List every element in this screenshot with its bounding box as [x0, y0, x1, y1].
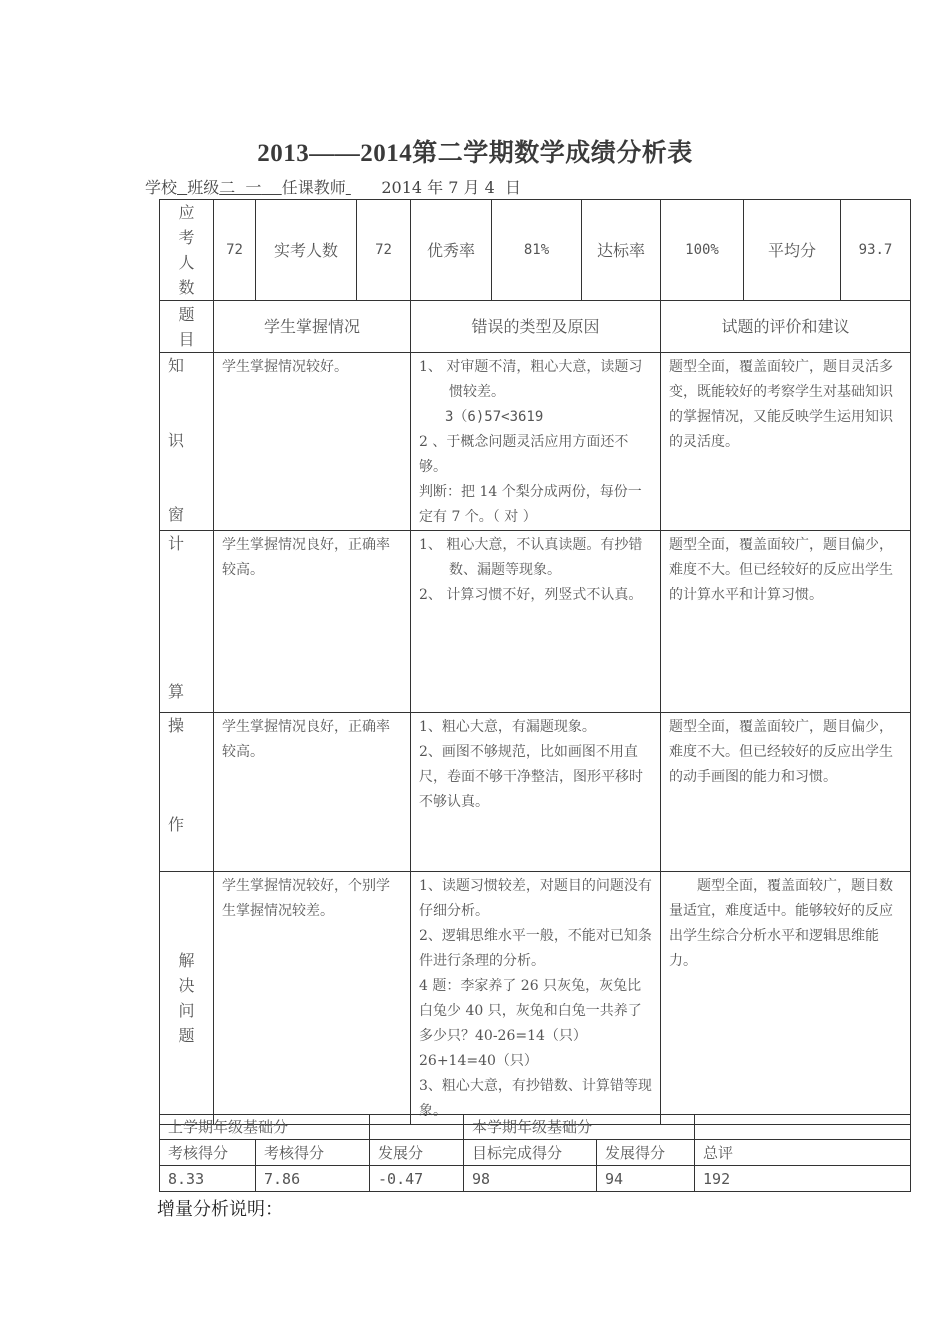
topic-cell-operation: [160, 713, 214, 872]
class-value: 二 一: [219, 178, 262, 197]
column-header-row: [160, 301, 911, 353]
evaluation-problem-solving: 题型全面，覆盖面较广，题目数量适宜，难度适中。能够较好的反应出学生综合分析水平和逻辑思维能力。: [661, 872, 911, 1125]
error-item: 2、画图不够规范，比如画图不用直尺，卷面不够干净整洁，图形平移时不够认真。: [419, 744, 643, 810]
school-label: 学校: [145, 178, 178, 197]
expected-value: 72: [214, 200, 256, 301]
topic-operation-1: 操: [168, 716, 185, 735]
base-header: 总评: [695, 1140, 911, 1166]
base-label-row: [160, 1115, 911, 1140]
topic-cell-knowledge: [160, 353, 214, 531]
error-item: 2、逻辑思维水平一般，不能对已知条件进行条理的分析。: [419, 928, 652, 969]
row-knowledge: [160, 353, 911, 531]
mastery-problem-solving: 学生掌握情况较好，个别学生掌握情况较差。: [214, 872, 411, 1125]
base-header: 考核得分: [256, 1140, 370, 1166]
base-value: 94: [597, 1166, 695, 1192]
avg-value: 93.7: [841, 200, 911, 301]
topic-header: 题目: [178, 304, 195, 349]
errors-calculation: [411, 531, 661, 713]
actual-label: 实考人数: [256, 200, 357, 301]
topic-calculation-1: 计: [168, 534, 185, 553]
base-score-table: [159, 1114, 911, 1192]
errors-operation: [411, 713, 661, 872]
error-item: 1、 粗心大意，不认真读题。有抄错数、漏题等现象。: [419, 537, 643, 578]
page-title: 2013——2014第二学期数学成绩分析表: [257, 140, 693, 167]
excellent-label: 优秀率: [411, 200, 492, 301]
excellent-value: 81%: [492, 200, 582, 301]
errors-header: 错误的类型及原因: [411, 301, 661, 353]
error-item: 判断：把 14 个梨分成两份，每份一定有 7 个。（ 对 ）: [419, 484, 642, 525]
topic-knowledge-1: 知: [168, 356, 185, 375]
base-value: 7.86: [256, 1166, 370, 1192]
incremental-analysis-label: 增量分析说明：: [157, 1199, 283, 1220]
error-item: 1、读题习惯较差，对题目的问题没有仔细分析。: [419, 878, 652, 919]
base-blank-cell: [695, 1115, 911, 1140]
topic-header-cell: [160, 301, 214, 353]
evaluation-knowledge: 题型全面，覆盖面较广，题目灵活多变，既能较好的考察学生对基础知识的掌握情况，又能反映学生运用知识的灵活度。: [661, 353, 911, 531]
base-blank-cell: [370, 1115, 464, 1140]
error-item: 2、 计算习惯不好，列竖式不认真。: [419, 587, 643, 603]
teacher-label: 任课教师: [281, 178, 346, 197]
pass-label: 达标率: [582, 200, 661, 301]
error-item: 2 、于概念问题灵活应用方面还不够。: [419, 434, 629, 475]
evaluation-calculation: 题型全面，覆盖面较广，题目偏少，难度不大。但已经较好的反应出学生的计算水平和计算习惯。: [661, 531, 911, 713]
class-underline: [261, 178, 281, 197]
pass-value: 100%: [661, 200, 744, 301]
base-header-row: [160, 1140, 911, 1166]
base-value: -0.47: [370, 1166, 464, 1192]
header-date: 2014 年 7 月 4 日: [381, 178, 521, 197]
summary-row: [160, 200, 911, 301]
expected-label-cell: [160, 200, 214, 301]
topic-cell-calculation: [160, 531, 214, 713]
this-term-label: 本学期年级基础分: [464, 1115, 695, 1140]
base-header: 发展分: [370, 1140, 464, 1166]
base-header: 考核得分: [160, 1140, 256, 1166]
header-line: [145, 175, 865, 198]
row-operation: [160, 713, 911, 872]
mastery-knowledge: 学生掌握情况较好。: [214, 353, 411, 531]
evaluation-operation: 题型全面，覆盖面较广，题目偏少，难度不大。但已经较好的反应出学生的动手画图的能力和习惯。: [661, 713, 911, 872]
topic-operation-2: 作: [168, 815, 185, 834]
topic-calculation-2: 算: [168, 682, 185, 701]
expected-label: 应考人数: [178, 203, 195, 297]
last-term-label: 上学期年级基础分: [160, 1115, 370, 1140]
base-header: 发展得分: [597, 1140, 695, 1166]
row-problem-solving: [160, 872, 911, 1125]
avg-label: 平均分: [744, 200, 841, 301]
base-value: 8.33: [160, 1166, 256, 1192]
evaluation-header: 试题的评价和建议: [661, 301, 911, 353]
topic-problem-solving: 解决问题: [178, 951, 195, 1045]
base-value: 192: [695, 1166, 911, 1192]
mastery-calculation: 学生掌握情况良好，正确率较高。: [214, 531, 411, 713]
topic-knowledge-2: 识: [168, 431, 185, 450]
error-item: 1、 对审题不清，粗心大意，读题习惯较差。: [419, 359, 643, 400]
error-item: 1、粗心大意，有漏题现象。: [419, 719, 596, 735]
actual-value: 72: [357, 200, 411, 301]
errors-knowledge: [411, 353, 661, 531]
mastery-header: 学生掌握情况: [214, 301, 411, 353]
error-item: 3（6)57<3619: [445, 409, 544, 425]
topic-knowledge-3: 窗: [168, 505, 185, 524]
errors-problem-solving: [411, 872, 661, 1125]
error-item: 4 题：李家养了 26 只灰兔，灰兔比白兔少 40 只，灰兔和白兔一共养了多少只？40-26=14（只）26+14=40（只）: [419, 978, 642, 1069]
mastery-operation: 学生掌握情况良好，正确率较高。: [214, 713, 411, 872]
school-value: [177, 178, 187, 197]
analysis-table: [159, 199, 911, 1125]
class-label: 班级: [187, 178, 220, 197]
base-header: 目标完成得分: [464, 1140, 597, 1166]
topic-cell-problem-solving: [160, 872, 214, 1125]
error-item: 3、粗心大意，有抄错数、计算错等现象。: [419, 1078, 652, 1119]
base-value: 98: [464, 1166, 597, 1192]
row-calculation: [160, 531, 911, 713]
base-value-row: [160, 1166, 911, 1192]
